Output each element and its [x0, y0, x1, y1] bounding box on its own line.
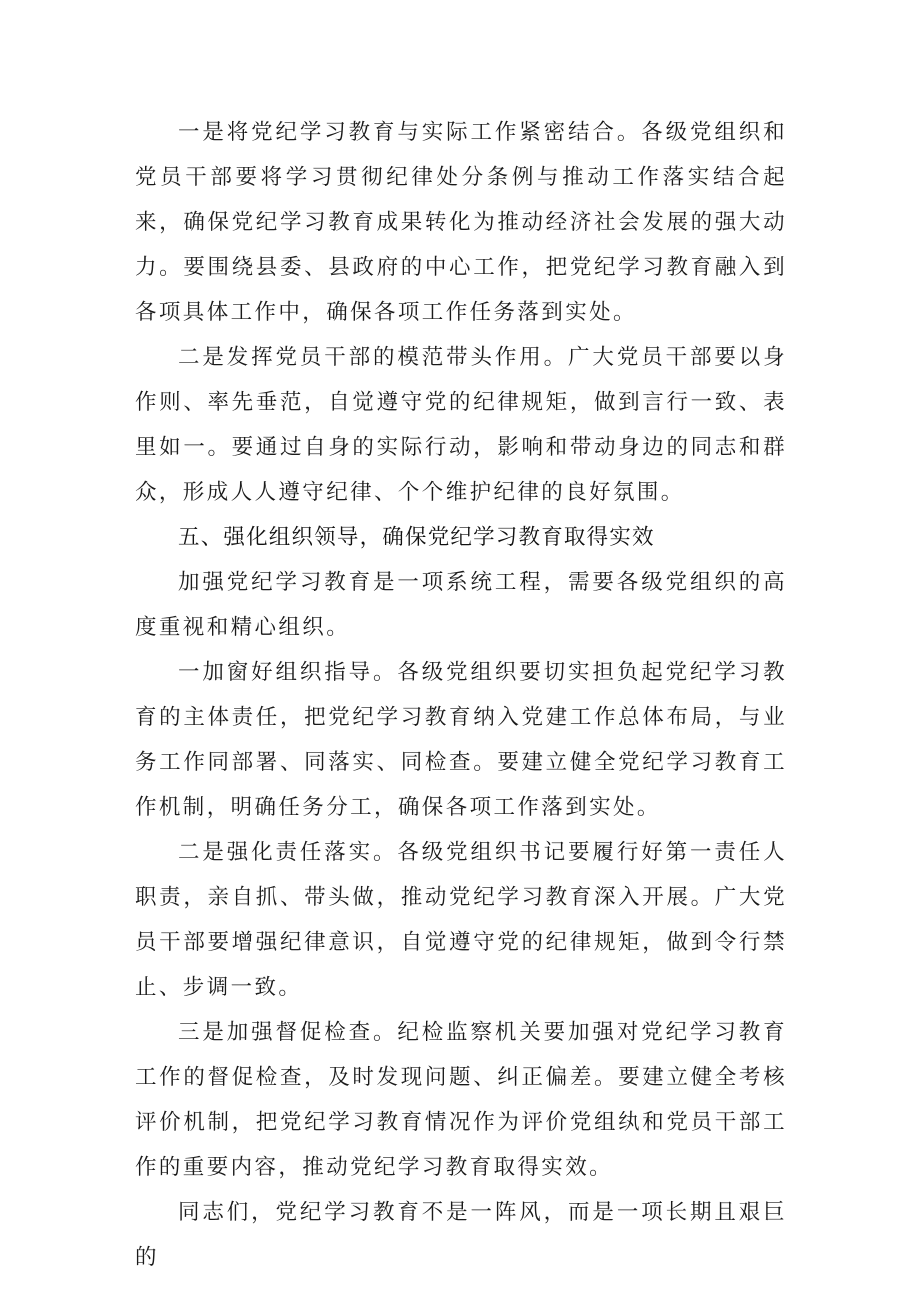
- paragraph-supervision: 三是加强督促检查。纪检监察机关要加强对党纪学习教育工作的督促检查，及时发现问题、纠正偏差。要建立健全考核评价机制，把党纪学习教育情况作为评价党组纨和党员干部工作的重要内容，推动党纪学习教育取得实效。: [135, 1020, 787, 1180]
- paragraph-integration: 一是将党纪学习教育与实际工作紧密结合。各级党组织和党员干部要将学习贯彻纪律处分条例与推动工作落实结合起来，确保党纪学习教育成果转化为推动经济社会发展的强大动力。要围绕县委、县政府的中心工作，把党纪学习教育融入到各项具体工作中，确保各项工作任务落到实处。: [135, 120, 787, 325]
- paragraph-exemplary-role: 二是发挥党员干部的模范带头作用。广大党员干部要以身作则、率先垂范，自觉遵守党的纪律规矩，做到言行一致、表里如一。要通过自身的实际行动，影响和带动身边的同志和群众，形成人人遵守纪律、个个维护纪律的良好氛围。: [135, 345, 787, 505]
- document-body: [135, 110, 787, 1280]
- paragraph-system-engineering: 加强党纪学习教育是一项系统工程，需要各级党组织的高度重视和精心组织。: [135, 570, 787, 640]
- paragraph-organization-guidance: 一加窗好组织指导。各级党组织要切实担负起党纪学习教育的主体责任，把党纪学习教育纳入党建工作总体布局，与业务工作同部署、同落实、同检查。要建立健全党纪学习教育工作机制，明确任务分工，确保各项工作落到实处。: [135, 660, 787, 820]
- section-heading: 五、强化组织领导，确保党纪学习教育取得实效: [178, 525, 655, 550]
- paragraph-closing: 同志们，党纪学习教育不是一阵风，而是一项长期且艰巨的: [135, 1200, 787, 1270]
- paragraph-responsibility: 二是强化责任落实。各级党组织书记要履行好第一责任人职责，亲自抓、带头做，推动党纪学习教育深入开展。广大党员干部要增强纪律意识，自觉遵守党的纪律规矩，做到令行禁止、步调一致。: [135, 840, 787, 1000]
